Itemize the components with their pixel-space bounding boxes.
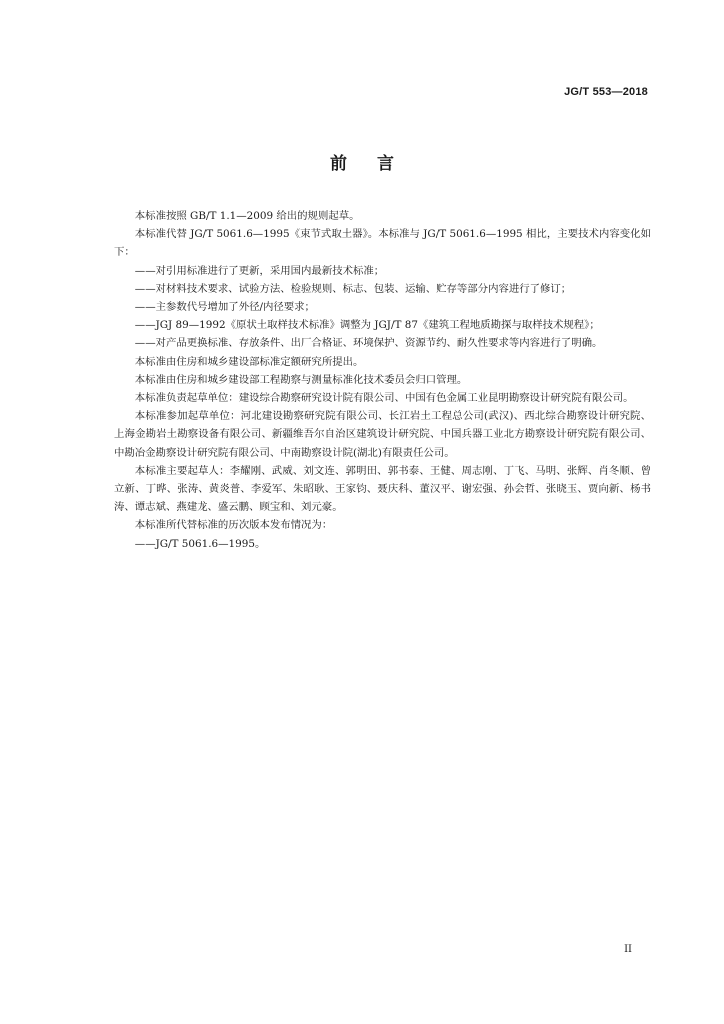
- page-title: 前言: [330, 154, 424, 174]
- change-item-jgj: ——JGJ 89—1992《原状土取样技术标准》调整为 JGJ/T 87《建筑工程地质勘探与取样技术规程》；: [134, 319, 600, 332]
- paragraph-main-authors: 本标准主要起草人：李耀刚、武威、刘文连、郭明田、郭书泰、王健、周志刚、丁飞、马明、张辉、肖冬顺、曾立新、丁晔、张涛、黄炎普、李爱军、朱昭耿、王家钧、聂庆科、董汉平、谢宏强、孙会哲、张晓玉、贾向新、杨书涛、谭志斌、燕建龙、盛云鹏、顾宝和、刘元豪。: [114, 464, 651, 514]
- paragraph-managed-by: 本标准由住房和城乡建设部工程勘察与测量标准化技术委员会归口管理。: [134, 373, 468, 386]
- change-item-materials: ——对材料技术要求、试验方法、检验规则、标志、包装、运输、贮存等部分内容进行了修订；: [134, 282, 572, 295]
- paragraph-history-intro: 本标准所代替标准的历次版本发布情况为：: [134, 519, 333, 532]
- paragraph-drafting-rules: 本标准按照 GB/T 1.1—2009 给出的规则起草。: [134, 210, 360, 222]
- page-number: II: [624, 944, 632, 955]
- history-item: ——JG/T 5061.6—1995。: [134, 537, 266, 550]
- paragraph-participating-drafters: 本标准参加起草单位：河北建设勘察研究院有限公司、长江岩土工程总公司(武汉)、西北综合勘察设计研究院、上海金勘岩土勘察设备有限公司、新疆维吾尔自治区建筑设计研究院、中国兵器工业北方勘察设计研究院有限公司、中勘冶金勘察设计研究院有限公司、中南勘察设计院(湖北)有限责任公司。: [114, 410, 651, 459]
- paragraph-proposed-by: 本标准由住房和城乡建设部标准定额研究所提出。: [134, 355, 364, 368]
- change-item-references: ——对引用标准进行了更新，采用国内最新技术标准；: [134, 264, 385, 277]
- paragraph-replacement: 本标准代替 JG/T 5061.6—1995《束节式取土器》。本标准与 JG/T 5061.6—1995 相比，主要技术内容变化如下：: [114, 228, 651, 259]
- paragraph-lead-drafters: 本标准负责起草单位：建设综合勘察研究设计院有限公司、中国有色金属工业昆明勘察设计研究院有限公司。: [134, 392, 634, 405]
- change-item-clarifications: ——对产品更换标准、存放条件、出厂合格证、环境保护、资源节约、耐久性要求等内容进行了明确。: [134, 337, 603, 350]
- change-item-parameters: ——主参数代号增加了外径/内径要求；: [134, 301, 315, 314]
- foreword-body: [114, 207, 651, 553]
- standard-code: JG/T 553—2018: [564, 86, 648, 98]
